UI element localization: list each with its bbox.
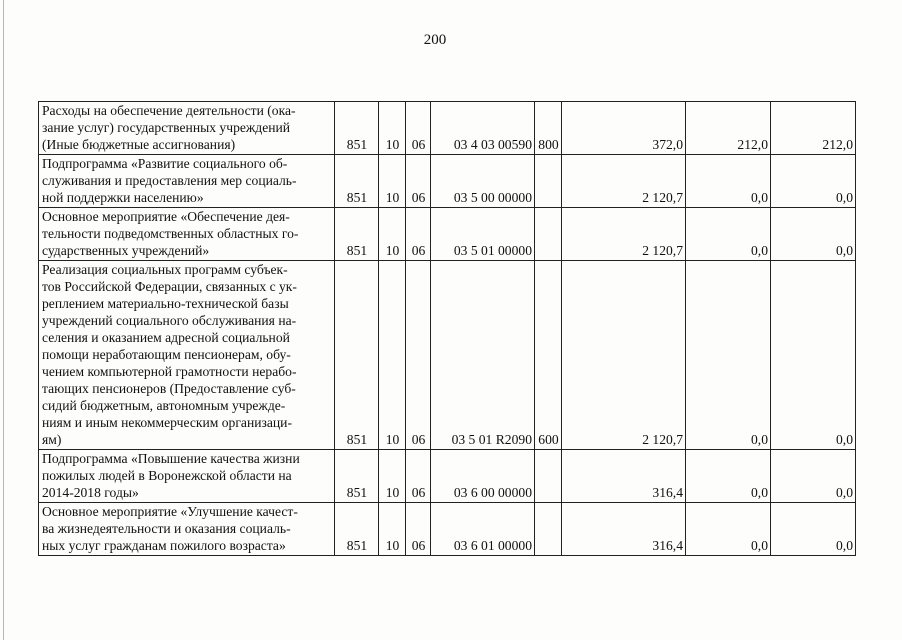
description-line: реплением материально-технической базы xyxy=(42,296,289,311)
description-line: тающих пенсионеров (Предоставление суб- xyxy=(42,381,296,396)
ministry-code-cell: 851 xyxy=(335,102,379,155)
amount-year3-cell: 0,0 xyxy=(771,450,856,503)
description-line: служивания и предоставления мер социаль- xyxy=(42,173,297,188)
description-line: Основное мероприятие «Улучшение качест- xyxy=(42,504,298,519)
item-description-cell xyxy=(39,208,335,261)
subsection-code-cell: 06 xyxy=(406,208,431,261)
item-description-cell xyxy=(39,102,335,155)
description-line: ных услуг гражданам пожилого возраста» xyxy=(42,538,286,553)
subsection-code-cell: 06 xyxy=(406,155,431,208)
expense-type-cell xyxy=(535,155,562,208)
expense-type-cell xyxy=(535,208,562,261)
description-line: Реализация социальных программ субъек- xyxy=(42,262,288,277)
ministry-code-cell: 851 xyxy=(335,155,379,208)
expense-type-cell xyxy=(535,450,562,503)
description-line: селения и оказанием адресной социальной xyxy=(42,330,290,345)
description-line: тов Российской Федерации, связанных с ук- xyxy=(42,279,297,294)
amount-year2-cell: 0,0 xyxy=(686,261,771,450)
expense-type-cell: 600 xyxy=(535,261,562,450)
section-code-cell: 10 xyxy=(379,208,406,261)
item-description-cell xyxy=(39,155,335,208)
amount-year1-cell: 2 120,7 xyxy=(562,261,686,450)
table-row xyxy=(39,155,856,208)
amount-year1-cell: 2 120,7 xyxy=(562,208,686,261)
description-line: тельности подведомственных областных го- xyxy=(42,226,299,241)
amount-year3-cell: 0,0 xyxy=(771,208,856,261)
table-row xyxy=(39,450,856,503)
description-line: зание услуг) государственных учреждений xyxy=(42,120,291,135)
expense-type-cell xyxy=(535,503,562,556)
description-line: Основное мероприятие «Обеспечение дея- xyxy=(42,209,290,224)
description-line: сударственных учреждений» xyxy=(42,243,210,258)
description-line: чением компьютерной грамотности нерабо- xyxy=(42,364,297,379)
section-code-cell: 10 xyxy=(379,155,406,208)
section-code-cell: 10 xyxy=(379,102,406,155)
subsection-code-cell: 06 xyxy=(406,102,431,155)
target-article-cell: 03 5 01 R2090 xyxy=(431,261,535,450)
item-description-cell xyxy=(39,503,335,556)
amount-year2-cell: 0,0 xyxy=(686,503,771,556)
table-row xyxy=(39,261,856,450)
subsection-code-cell: 06 xyxy=(406,503,431,556)
description-line: ниям и иным некоммерческим организаци- xyxy=(42,415,292,430)
section-code-cell: 10 xyxy=(379,450,406,503)
description-line: Расходы на обеспечение деятельности (ока- xyxy=(42,103,296,118)
description-line: ям) xyxy=(42,432,62,447)
description-line: сидий бюджетным, автономным учрежде- xyxy=(42,398,286,413)
ministry-code-cell: 851 xyxy=(335,261,379,450)
target-article-cell: 03 5 00 00000 xyxy=(431,155,535,208)
ministry-code-cell: 851 xyxy=(335,208,379,261)
section-code-cell: 10 xyxy=(379,261,406,450)
amount-year3-cell: 212,0 xyxy=(771,102,856,155)
amount-year2-cell: 0,0 xyxy=(686,450,771,503)
amount-year3-cell: 0,0 xyxy=(771,155,856,208)
amount-year1-cell: 316,4 xyxy=(562,450,686,503)
description-line: учреждений социального обслуживания на- xyxy=(42,313,297,328)
target-article-cell: 03 4 03 00590 xyxy=(431,102,535,155)
target-article-cell: 03 6 00 00000 xyxy=(431,450,535,503)
table-row xyxy=(39,208,856,261)
amount-year2-cell: 0,0 xyxy=(686,208,771,261)
description-line: (Иные бюджетные ассигнования) xyxy=(42,137,236,152)
subsection-code-cell: 06 xyxy=(406,261,431,450)
page-number: 200 xyxy=(423,32,447,48)
section-code-cell: 10 xyxy=(379,503,406,556)
table-row xyxy=(39,102,856,155)
ministry-code-cell: 851 xyxy=(335,450,379,503)
expense-type-cell: 800 xyxy=(535,102,562,155)
amount-year2-cell: 212,0 xyxy=(686,102,771,155)
amount-year3-cell: 0,0 xyxy=(771,261,856,450)
amount-year1-cell: 316,4 xyxy=(562,503,686,556)
description-line: Подпрограмма «Повышение качества жизни xyxy=(42,451,300,466)
description-line: помощи неработающим пенсионерам, обу- xyxy=(42,347,291,362)
table-row xyxy=(39,503,856,556)
description-line: пожилых людей в Воронежской области на xyxy=(42,468,292,483)
description-line: ва жизнедеятельности и оказания социаль- xyxy=(42,521,291,536)
subsection-code-cell: 06 xyxy=(406,450,431,503)
ministry-code-cell: 851 xyxy=(335,503,379,556)
description-line: 2014-2018 годы» xyxy=(42,485,139,500)
target-article-cell: 03 6 01 00000 xyxy=(431,503,535,556)
amount-year1-cell: 2 120,7 xyxy=(562,155,686,208)
target-article-cell: 03 5 01 00000 xyxy=(431,208,535,261)
amount-year3-cell: 0,0 xyxy=(771,503,856,556)
amount-year1-cell: 372,0 xyxy=(562,102,686,155)
description-line: Подпрограмма «Развитие социального об- xyxy=(42,156,288,171)
amount-year2-cell: 0,0 xyxy=(686,155,771,208)
description-line: ной поддержки населению» xyxy=(42,190,204,205)
scan-edge-line xyxy=(3,0,4,640)
item-description-cell xyxy=(39,261,335,450)
budget-table xyxy=(38,101,856,556)
item-description-cell xyxy=(39,450,335,503)
